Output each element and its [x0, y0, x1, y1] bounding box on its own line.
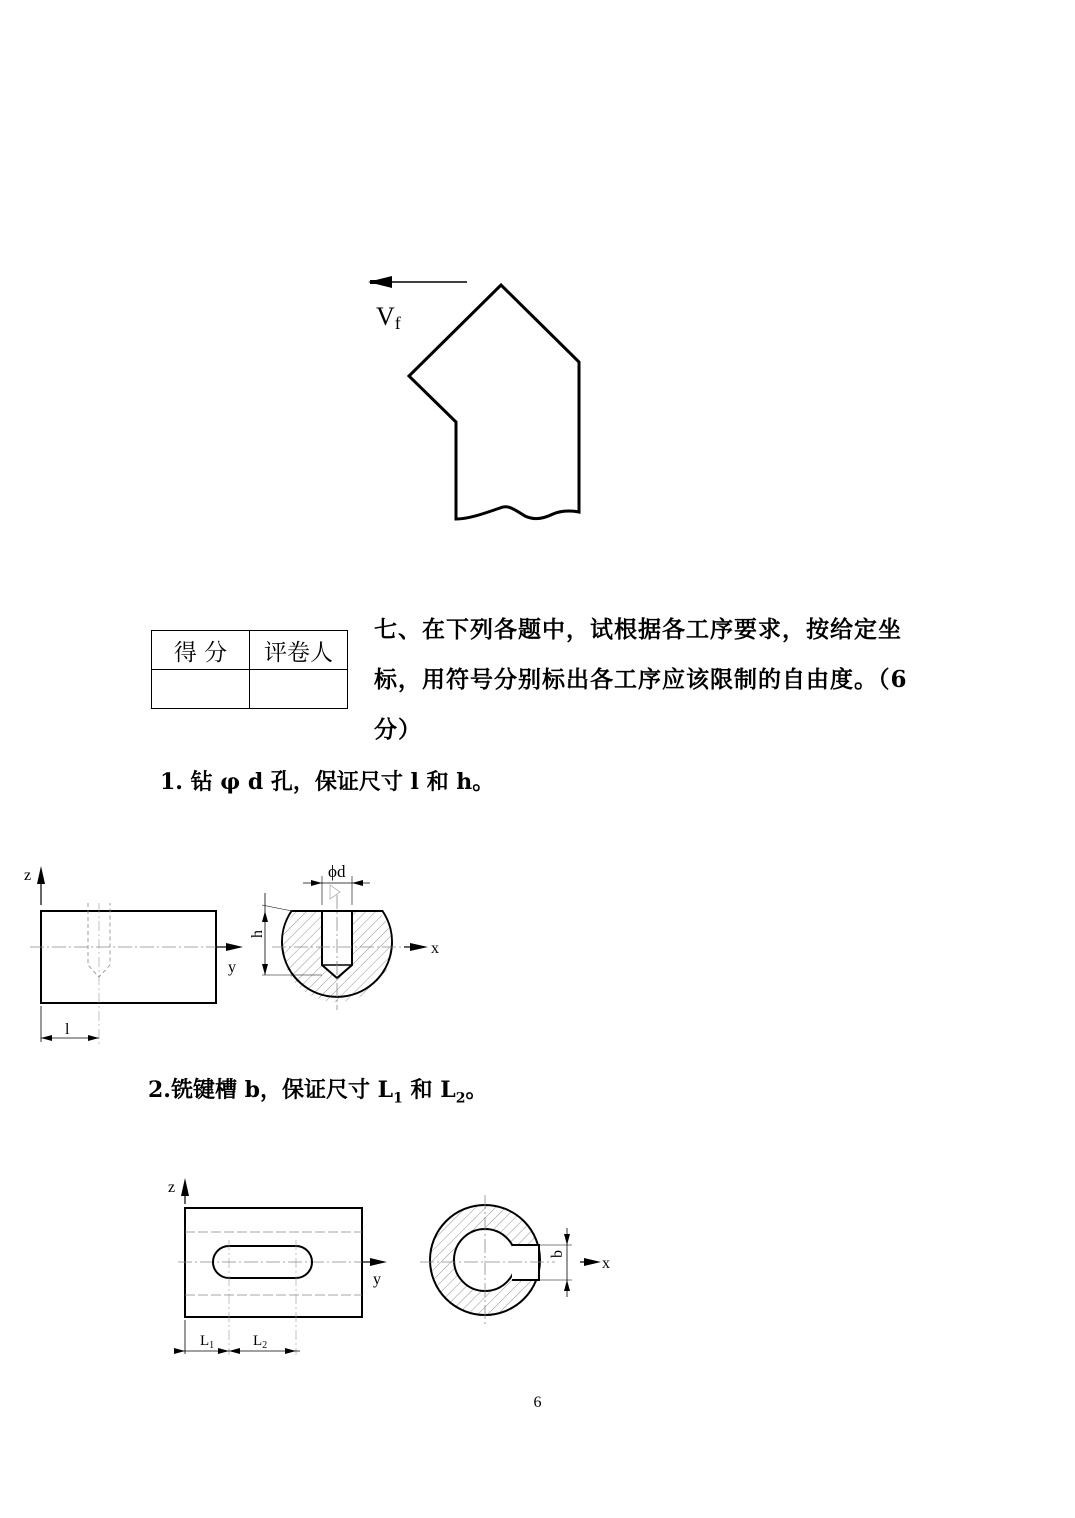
q1-y-label: y — [228, 959, 236, 976]
q2-inner-circle — [454, 1229, 516, 1291]
q1-z-label: z — [24, 867, 32, 884]
q1-l-label: l — [65, 1021, 70, 1038]
q2-L1-label: $L_1$ — [200, 1333, 215, 1351]
question-1-text: 1. 钻 φ d 孔，保证尺寸 l 和 h。 — [160, 769, 495, 795]
q1-x-label: x — [431, 940, 439, 957]
question-2-text: 2.铣键槽 b，保证尺寸 $L_1$ 和 $L_2$。 — [148, 1077, 488, 1107]
section-line-2: 标，用符号分别标出各工序应该限制的自由度。（6 — [374, 666, 908, 693]
q2-y-label: y — [373, 1271, 381, 1288]
q2-b-label: b — [549, 1250, 566, 1258]
q2-front-view — [185, 1208, 362, 1317]
velocity-label: Vf — [376, 302, 401, 333]
q2-x-label: x — [602, 1255, 610, 1272]
q1-phi-d-label: ϕd — [328, 862, 346, 881]
page-number: 6 — [533, 1394, 542, 1411]
q2-key-slot — [512, 1245, 539, 1280]
grader-header: 评卷人 — [250, 631, 348, 670]
q1-h-label: h — [249, 930, 266, 938]
section-line-1: 七、在下列各题中，试根据各工序要求，按给定坐 — [374, 616, 902, 643]
score-header: 得 分 — [152, 631, 250, 670]
section-line-3: 分） — [374, 716, 422, 743]
q2-L2-label: $L_2$ — [253, 1333, 268, 1351]
q2-z-label: z — [168, 1179, 176, 1196]
